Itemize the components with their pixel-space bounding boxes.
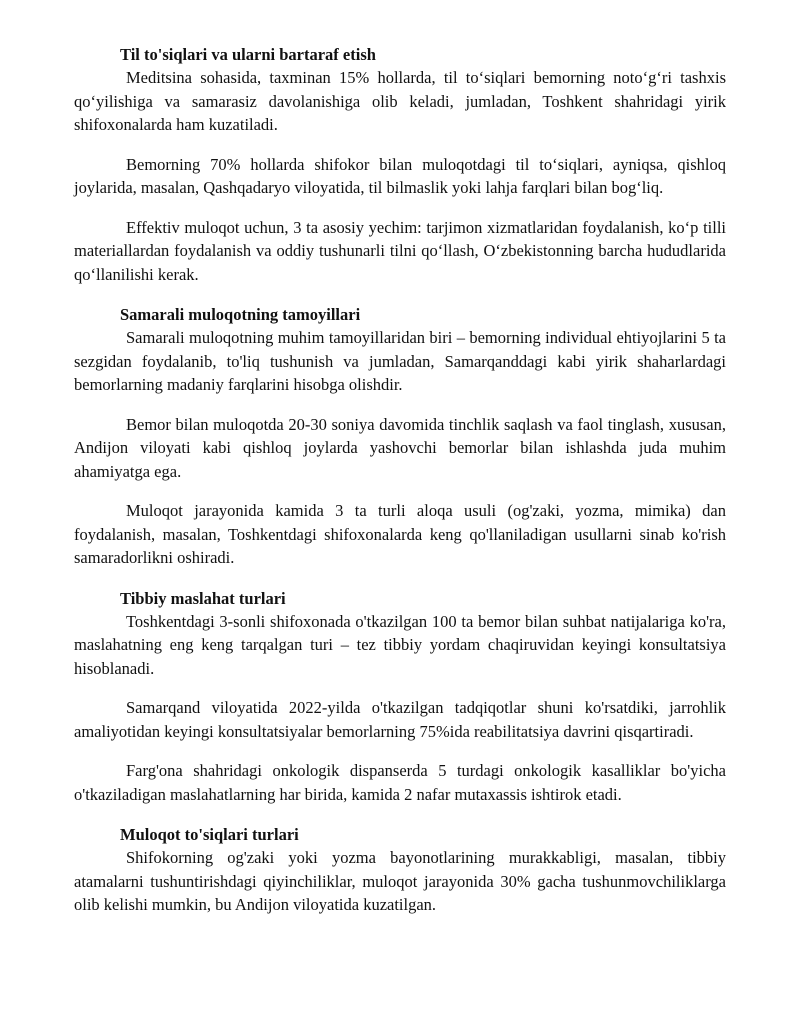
paragraph: Shifokorning og'zaki yoki yozma bayonotlarining murakkabligi, masalan, tibbiy atamalarni tushuntirishdagi qiyinchiliklar, muloqot jarayonida 30% gacha tushunmovchiliklarga olib kelishi mumkin, bu Andijon viloyatida kuzatilgan. [74,848,726,914]
paragraph: Muloqot jarayonida kamida 3 ta turli aloqa usuli (og'zaki, yozma, mimika) dan foydalanish, masalan, Toshkentdagi shifoxonalarda keng qo'llaniladigan usullarni sinab ko'rish samaradorlikni oshiradi. [74,501,726,567]
paragraph: Bemorning 70% hollarda shifokor bilan muloqotdagi til to‘siqlari, ayniqsa, qishloq joylarida, masalan, Qashqadaryo viloyatida, til bilmaslik yoki lahja farqlari bilan bog‘liq. [74,154,726,197]
paragraph: Meditsina sohasida, taxminan 15% hollarda, til to‘siqlari bemorning noto‘g‘ri tashxis qo‘yilishiga va samarasiz davolanishiga olib keladi, jumladan, Toshkent shahridagi yirik shifoxonalarda ham kuzatiladi. [74,68,726,134]
paragraph: Toshkentdagi 3-sonli shifoxonada o'tkazilgan 100 ta bemor bilan suhbat natijalariga ko'ra, maslahatning eng keng tarqalgan turi – tez tibbiy yordam chaqiruvidan keyingi konsultatsiya hisoblanadi. [74,611,726,678]
paragraph: Samarali muloqotning muhim tamoyillaridan biri – bemorning individual ehtiyojlarini 5 ta sezgidan foydalanib, to'liq tushunish va jumladan, Samarqanddagi kabi yirik shaharlardagi bemorlarning madaniy farqlarini hisobga olishdir. [74,328,726,394]
paragraph: Samarqand viloyatida 2022-yilda o'tkazilgan tadqiqotlar shuni ko'rsatdiki, jarrohlik amaliyotidan keyingi konsultatsiyalar bemorlarning 75%ida reabilitatsiya davrini qisqartiradi. [74,698,726,741]
document-page [74,44,726,917]
section-heading-language-barriers: Til to'siqlari va ularni bartaraf etish [120,45,376,64]
paragraph: Bemor bilan muloqotda 20-30 soniya davomida tinchlik saqlash va faol tinglash, xususan, Andijon viloyati kabi qishloq joylarda yashovchi bemorlar bilan ishlashda juda muhim ahamiyatga ega. [74,414,726,481]
paragraph: Farg'ona shahridagi onkologik dispanserda 5 turdagi onkologik kasalliklar bo'yicha o'tkaziladigan maslahatlarning har birida, kamida 2 nafar mutaxassis ishtirok etadi. [74,761,726,804]
section-heading-barrier-types: Muloqot to'siqlari turlari [120,825,299,844]
section-heading-consultation-types: Tibbiy maslahat turlari [120,588,286,608]
section-heading-communication-principles: Samarali muloqotning tamoyillari [120,305,361,324]
paragraph: Effektiv muloqot uchun, 3 ta asosiy yechim: tarjimon xizmatlaridan foydalanish, ko‘p tilli materiallardan foydalanish va oddiy tushunarli tilni qo‘llash, O‘zbekistonning barcha hududlarida qo‘llanilishi kerak. [74,217,726,284]
